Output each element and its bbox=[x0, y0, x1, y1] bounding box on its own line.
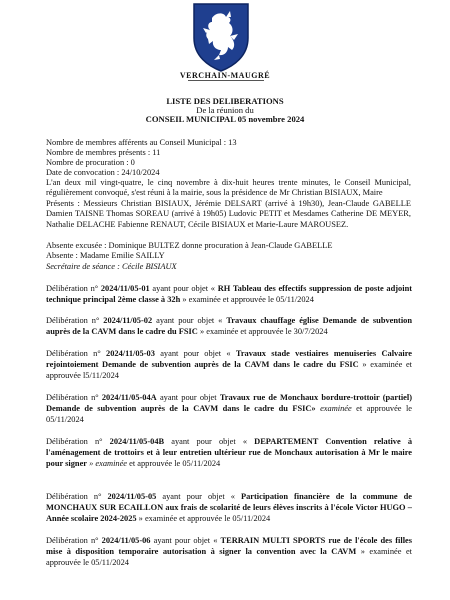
document-subtitle: De la réunion du bbox=[196, 105, 254, 115]
absent-member: Absente : Madame Emilie SAILLY bbox=[46, 251, 165, 260]
opening-paragraph: L'an deux mil vingt-quatre, le cinq novembre à dix-huit heures trente minutes, le Conseil Municipal, régulièrement convoqué, s'est réuni à la mairie, sous la présidence de Mr Christian BISIAUX, Maire bbox=[46, 178, 411, 198]
deliberation-item: Délibération n° 2024/11/05-06 ayant pour objet « TERRAIN MULTI SPORTS rue de l'école des filles mise à disposition temporaire autorisation à signer la convention avec la CAVM » examinée et approuvée le 05/11/2024 bbox=[46, 536, 413, 567]
deliberation-subject: DEPARTEMENT Convention relative à l'aménagement de trottoirs et à leur entretien ultérieur rue de Monchaux autorisation à Mr le maire pour signer bbox=[46, 437, 413, 468]
deliberation-number: 2024/11/05-04A bbox=[101, 393, 157, 402]
deliberation-number: 2024/11/05-01 bbox=[100, 284, 150, 293]
document-title: LISTE DES DELIBERATIONS bbox=[166, 96, 284, 106]
town-underline bbox=[188, 80, 264, 81]
deliberation-number: 2024/11/05-04B bbox=[109, 437, 165, 446]
deliberation-subject: Travaux stade vestiaires menuiseries Calvaire rejointoiement Demande de subvention auprès de la CAVM dans le cadre du FSIC bbox=[46, 349, 413, 369]
deliberation-subject: Travaux chauffage église Demande de subvention auprès de la CAVM dans le cadre du FSIC bbox=[46, 316, 413, 336]
deliberation-number: 2024/11/05-02 bbox=[103, 316, 153, 325]
convocation-date: Date de convocation : 24/10/2024 bbox=[46, 168, 160, 177]
proxies-count: Nombre de procuration : 0 bbox=[46, 158, 135, 167]
deliberation-number: 2024/11/05-03 bbox=[106, 349, 155, 358]
deliberation-item: Délibération n° 2024/11/05-05 ayant pour objet « Participation financière de la commune de MONCHAUX SUR ECAILLON aux frais de scolarité de leurs élèves inscrits à l'école Victor HUGO – Année scolaire 2024-2025 » examinée et approuvée le 05/11/2024 bbox=[46, 492, 412, 523]
council-title: CONSEIL MUNICIPAL 05 novembre 2024 bbox=[145, 114, 305, 124]
deliberation-number: 2024/11/05-06 bbox=[101, 536, 151, 545]
deliberation-subject: TERRAIN MULTI SPORTS rue de l'école des filles mise à disposition temporaire autorisation à signer la convention avec la CAVM bbox=[46, 536, 413, 556]
deliberation-item: Délibération n° 2024/11/05-02 ayant pour objet « Travaux chauffage église Demande de subvention auprès de la CAVM dans le cadre du FSIC » examinée et approuvée le 30/7/2024 bbox=[46, 316, 413, 336]
session-secretary: Secrétaire de séance : Cécile BISIAUX bbox=[46, 262, 177, 271]
deliberation-item: Délibération n° 2024/11/05-04A ayant pour objet Travaux rue de Monchaux bordure-trottoir (partiel) Demande de subvention auprès de la CAVM dans le cadre du FSIC» examinée et approuvée le 05/11/2024 bbox=[46, 393, 413, 424]
deliberation-subject: RH Tableau des effectifs suppression de poste adjoint technique principal 2ème classe à 32h bbox=[46, 284, 413, 304]
absent-excused: Absente excusée : Dominique BULTEZ donne procuration à Jean-Claude GABELLE bbox=[46, 241, 333, 250]
members-present: Nombre de membres présents : 11 bbox=[46, 148, 161, 157]
deliberation-number: 2024/11/05-05 bbox=[107, 492, 157, 501]
deliberation-item: Délibération n° 2024/11/05-04B ayant pour objet « DEPARTEMENT Convention relative à l'aménagement de trottoirs et à leur entretien ultérieur rue de Monchaux autorisation à Mr le maire pour signer » examinée et approuvée le 05/11/2024 bbox=[46, 437, 413, 468]
coat-of-arms-icon bbox=[190, 0, 252, 72]
town-name: VERCHAIN-MAUGRÉ bbox=[179, 71, 271, 80]
deliberation-subject: Participation financière de la commune de MONCHAUX SUR ECAILLON aux frais de scolarité de leurs élèves inscrits à l'école Victor HUGO – Année scolaire 2024-2025 bbox=[46, 492, 412, 523]
deliberation-subject: Travaux rue de Monchaux bordure-trottoir (partiel) Demande de subvention auprès de la CAVM dans le cadre du FSIC» bbox=[46, 393, 413, 413]
deliberation-item: Délibération n° 2024/11/05-03 ayant pour objet « Travaux stade vestiaires menuiseries Calvaire rejointoiement Demande de subvention auprès de la CAVM dans le cadre du FSIC » examinée et approuvée l5/11/2024 bbox=[46, 349, 413, 380]
deliberation-item: Délibération n° 2024/11/05-01 ayant pour objet « RH Tableau des effectifs suppression de poste adjoint technique principal 2ème classe à 32h » examinée et approuvée le 05/11/2024 bbox=[46, 284, 413, 304]
present-members: Présents : Messieurs Christian BISIAUX, Jérémie DELSART (arrivé à 19h30), Jean-Claude GABELLE Damien TAISNE Thomas SOREAU (arrivé à 19h05) Ludovic PETIT et Mesdames Catherine DE MEYER, Nathalie DELACHE Fabienne RENAUT, Cécile BISIAUX et Marie-Laure MAROUSEZ. bbox=[46, 199, 411, 229]
members-afferent: Nombre de membres afférents au Conseil Municipal : 13 bbox=[46, 138, 237, 147]
